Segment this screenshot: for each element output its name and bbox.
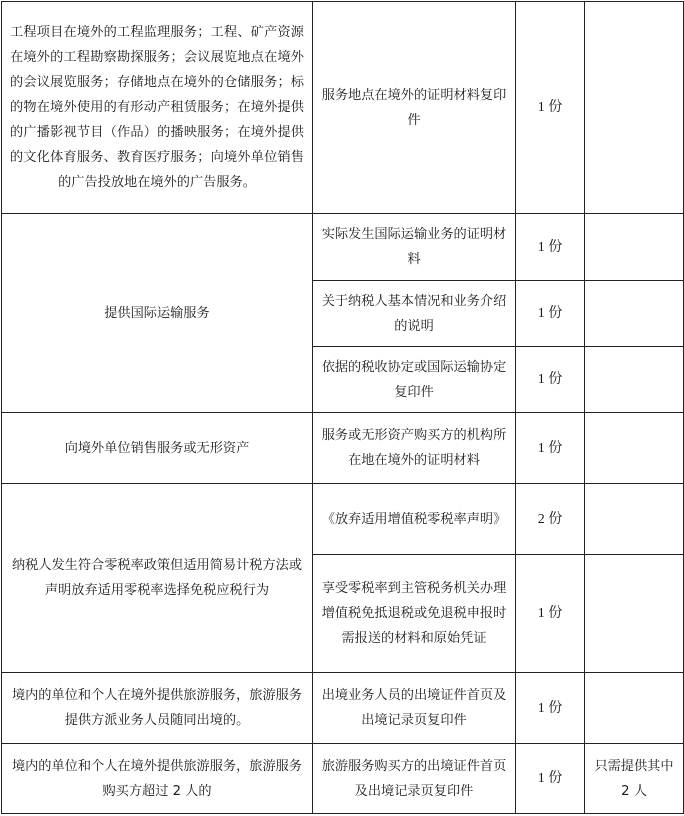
copies-cell: 1 份 xyxy=(516,413,585,484)
material-cell: 服务或无形资产购买方的机构所在地在境外的证明材料 xyxy=(313,413,516,484)
note-cell: 只需提供其中 2 人 xyxy=(585,744,684,814)
table-row xyxy=(2,2,684,214)
table-row xyxy=(2,413,684,484)
copies-cell: 1 份 xyxy=(516,744,585,814)
table-row xyxy=(2,673,684,744)
material-cell: 享受零税率到主管税务机关办理增值税免抵退税或免退税申报时需报送的材料和原始凭证 xyxy=(313,555,516,673)
table-row xyxy=(2,744,684,814)
material-cell: 关于纳税人基本情况和业务介绍的说明 xyxy=(313,281,516,347)
copies-cell: 1 份 xyxy=(516,214,585,281)
note-cell xyxy=(585,413,684,484)
material-cell: 旅游服务购买方的出境证件首页及出境记录页复印件 xyxy=(313,744,516,814)
scope-cell: 境内的单位和个人在境外提供旅游服务，旅游服务购买方超过 2 人的 xyxy=(2,744,313,814)
table-row xyxy=(2,484,684,555)
copies-cell: 1 份 xyxy=(516,2,585,214)
material-cell: 服务地点在境外的证明材料复印件 xyxy=(313,2,516,214)
material-cell: 《放弃适用增值税零税率声明》 xyxy=(313,484,516,555)
note-cell xyxy=(585,673,684,744)
note-cell xyxy=(585,484,684,555)
material-cell: 实际发生国际运输业务的证明材料 xyxy=(313,214,516,281)
scope-cell: 纳税人发生符合零税率政策但适用简易计税方法或声明放弃适用零税率选择免税应税行为 xyxy=(2,484,313,673)
copies-cell: 1 份 xyxy=(516,555,585,673)
scope-cell: 向境外单位销售服务或无形资产 xyxy=(2,413,313,484)
copies-cell: 1 份 xyxy=(516,347,585,413)
note-cell xyxy=(585,281,684,347)
scope-cell: 提供国际运输服务 xyxy=(2,214,313,413)
copies-cell: 1 份 xyxy=(516,281,585,347)
copies-cell: 2 份 xyxy=(516,484,585,555)
material-cell: 依据的税收协定或国际运输协定复印件 xyxy=(313,347,516,413)
note-cell xyxy=(585,214,684,281)
copies-cell: 1 份 xyxy=(516,673,585,744)
materials-table xyxy=(1,1,684,814)
scope-cell: 工程项目在境外的工程监理服务；工程、矿产资源在境外的工程勘察勘探服务；会议展览地点在境外的会议展览服务；存储地点在境外的仓储服务；标的物在境外使用的有形动产租赁服务；在境外提供的广播影视节目（作品）的播映服务；在境外提供的文化体育服务、教育医疗服务；向境外单位销售的广告投放地在境外的广告服务。 xyxy=(2,2,313,214)
scope-cell: 境内的单位和个人在境外提供旅游服务，旅游服务提供方派业务人员随同出境的。 xyxy=(2,673,313,744)
note-cell xyxy=(585,555,684,673)
material-cell: 出境业务人员的出境证件首页及出境记录页复印件 xyxy=(313,673,516,744)
table-row xyxy=(2,214,684,281)
note-cell xyxy=(585,2,684,214)
note-cell xyxy=(585,347,684,413)
